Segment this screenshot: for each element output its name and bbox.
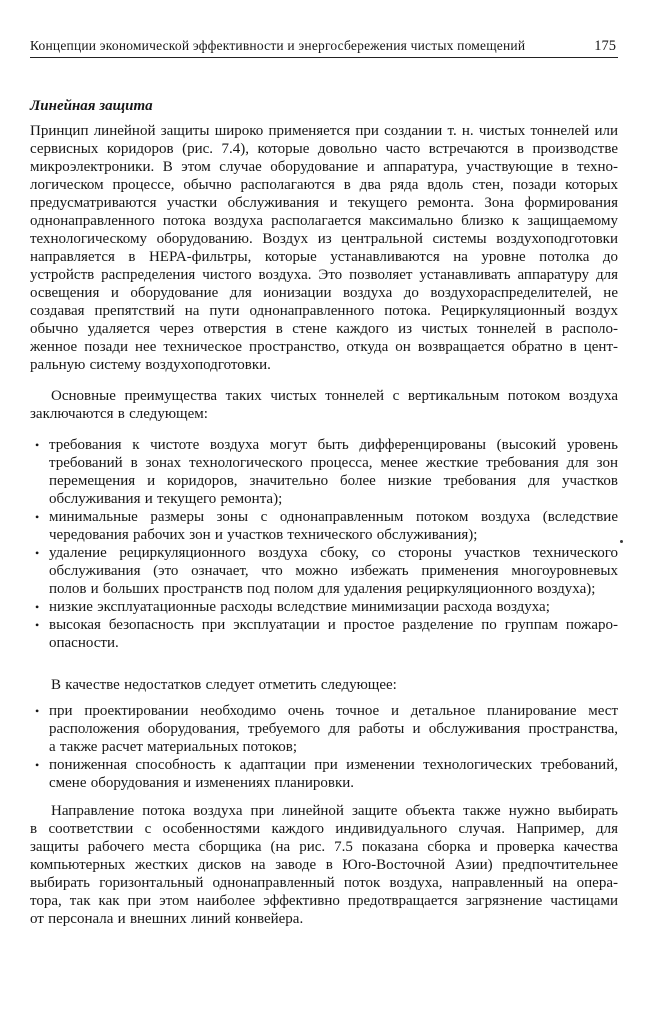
bullet-dot-icon: • [35, 618, 40, 632]
bullet-dot-icon: • [35, 438, 40, 452]
text-line: обычно удаляется через отверстия в стене каждого из чистых тоннелей в располо- [30, 321, 618, 337]
text-line: Основные преимущества таких чистых тоннелей с вертикальным потоком воздуха [51, 388, 618, 404]
text-line: тора, так как при этом наиболее эффективно предотвращается загрязнение частицами [30, 893, 618, 909]
text-line: расположения оборудования, требуемого для работы и обслуживания пространства, [49, 721, 618, 737]
bullet-dot-icon: • [35, 758, 40, 772]
text-line: высокая безопасность при эксплуатации и простое разделение по группам пожаро- [49, 617, 618, 633]
text-line: заключаются в следующем: [30, 406, 208, 422]
bullet-item [30, 702, 618, 756]
paragraph-advantages-lead [30, 387, 618, 423]
bullet-dot-icon: • [35, 546, 40, 560]
text-line: сервисных коридоров (рис. 7.4), которые довольно часто встречаются в производстве [30, 141, 618, 157]
bullet-text [49, 756, 618, 792]
text-line: опасности. [49, 635, 119, 651]
bullet-text [49, 508, 618, 544]
text-line: минимальные размеры зоны с однонаправленным потоком воздуха (вследствие [49, 509, 618, 525]
text-line: устройств распределения чистого воздуха. Это позволяет устанавливать аппаратуру для [30, 267, 618, 283]
text-line: направляется в HEPA-фильтры, которые устанавливаются на уровне потолка до [30, 249, 618, 265]
section-heading: Линейная защита [30, 98, 153, 114]
text-line: требования к чистоте воздуха могут быть дифференцированы (высокий уровень [49, 437, 618, 453]
text-line: защиты рабочего места сборщика (на рис. 7.5 показана сборка и проверка качества [30, 839, 618, 855]
scan-artifact-dot [620, 540, 623, 543]
text-line: обслуживания (это означает, что можно избежать применения многоуровневых [49, 563, 618, 579]
text-line: выбирать горизонтальный однонаправленный поток воздуха, направленный на опера- [30, 875, 618, 891]
text-line: чередования рабочих зон и участков технического обслуживания); [49, 527, 478, 543]
paragraph-linear-protection-intro [30, 122, 618, 374]
bullet-item [30, 598, 618, 616]
text-line: перемещения и коридоров, значительно более низкие требования для участков [49, 473, 618, 489]
bullet-dot-icon: • [35, 704, 40, 718]
text-line: при проектировании необходимо очень точное и детальное планирование мест [49, 703, 618, 719]
paragraph-airflow-direction [30, 802, 618, 928]
bullet-dot-icon: • [35, 600, 40, 614]
bullet-item [30, 436, 618, 508]
text-line: микроэлектроники. В этом случае оборудование и аппаратура, участвующие в техно- [30, 159, 618, 175]
running-header [30, 38, 618, 58]
bullet-item [30, 616, 618, 652]
text-line: освещения и оборудование для ионизации воздуха до воздухораспределителей, не [30, 285, 618, 301]
text-line: Принцип линейной защиты широко применяется при создании т. н. чистых тоннелей или [30, 123, 618, 139]
text-line: в соответствии с особенностями каждого индивидуального случая. Например, для [30, 821, 618, 837]
text-line: смене оборудования и изменениях планировки. [49, 775, 355, 791]
text-line: создавая препятствий на пути однонаправленного потока. Рециркуляционный воздух [30, 303, 618, 319]
text-line: от персонала и внешних линий конвейера. [30, 911, 304, 927]
text-line: пониженная способность к адаптации при изменении технологических требований, [49, 757, 618, 773]
text-line: требований в зонах технологического процесса, менее жесткие требования для зон [49, 455, 618, 471]
text-line: компьютерных жестких дисков на заводе в Юго-Восточной Азии) предпочтительнее [30, 857, 618, 873]
running-header-title: Концепции экономической эффективности и энергосбережения чистых помещений [30, 38, 526, 53]
text-line: логическом процессе, обычно располагаются в два ряда вдоль стен, позади которых [30, 177, 618, 193]
text-line: технологическому оборудованию. Воздух из центральной системы воздухоподготовки [30, 231, 618, 247]
text-line: однонаправленного потока воздуха располагается максимально близко к защищаемому [30, 213, 618, 229]
text-line: обслуживания и текущего ремонта); [49, 491, 283, 507]
bullet-dot-icon: • [35, 510, 40, 524]
bullet-text [49, 702, 618, 756]
bullet-text [49, 616, 618, 652]
text-line: низкие эксплуатационные расходы вследствие минимизации расхода воздуха; [49, 599, 550, 615]
bullet-item [30, 756, 618, 792]
text-line: В качестве недостатков следует отметить следующее: [51, 677, 397, 693]
bullet-text [49, 436, 618, 508]
text-line: предусматриваются участки обслуживания и текущего ремонта. Зона формирования [30, 195, 618, 211]
text-line: полов и больших пространств под полом для удаления рециркуляционного воздуха); [49, 581, 596, 597]
bullet-item [30, 544, 618, 598]
text-line: а также расчет материальных потоков; [49, 739, 298, 755]
bullet-text [49, 598, 618, 616]
text-line: Направление потока воздуха при линейной защите объекта также нужно выбирать [51, 803, 618, 819]
paragraph-disadvantages-lead [30, 676, 618, 694]
text-line: женное позади нее техническое пространство, откуда он возвращается обратно в цент- [30, 339, 618, 355]
page-number: 175 [594, 38, 616, 54]
text-line: ральную систему воздухоподготовки. [30, 357, 271, 373]
disadvantages-bullet-list [30, 702, 618, 792]
bullet-text [49, 544, 618, 598]
bullet-item [30, 508, 618, 544]
text-line: удаление рециркуляционного воздуха сбоку, со стороны участков технического [49, 545, 618, 561]
advantages-bullet-list [30, 436, 618, 652]
